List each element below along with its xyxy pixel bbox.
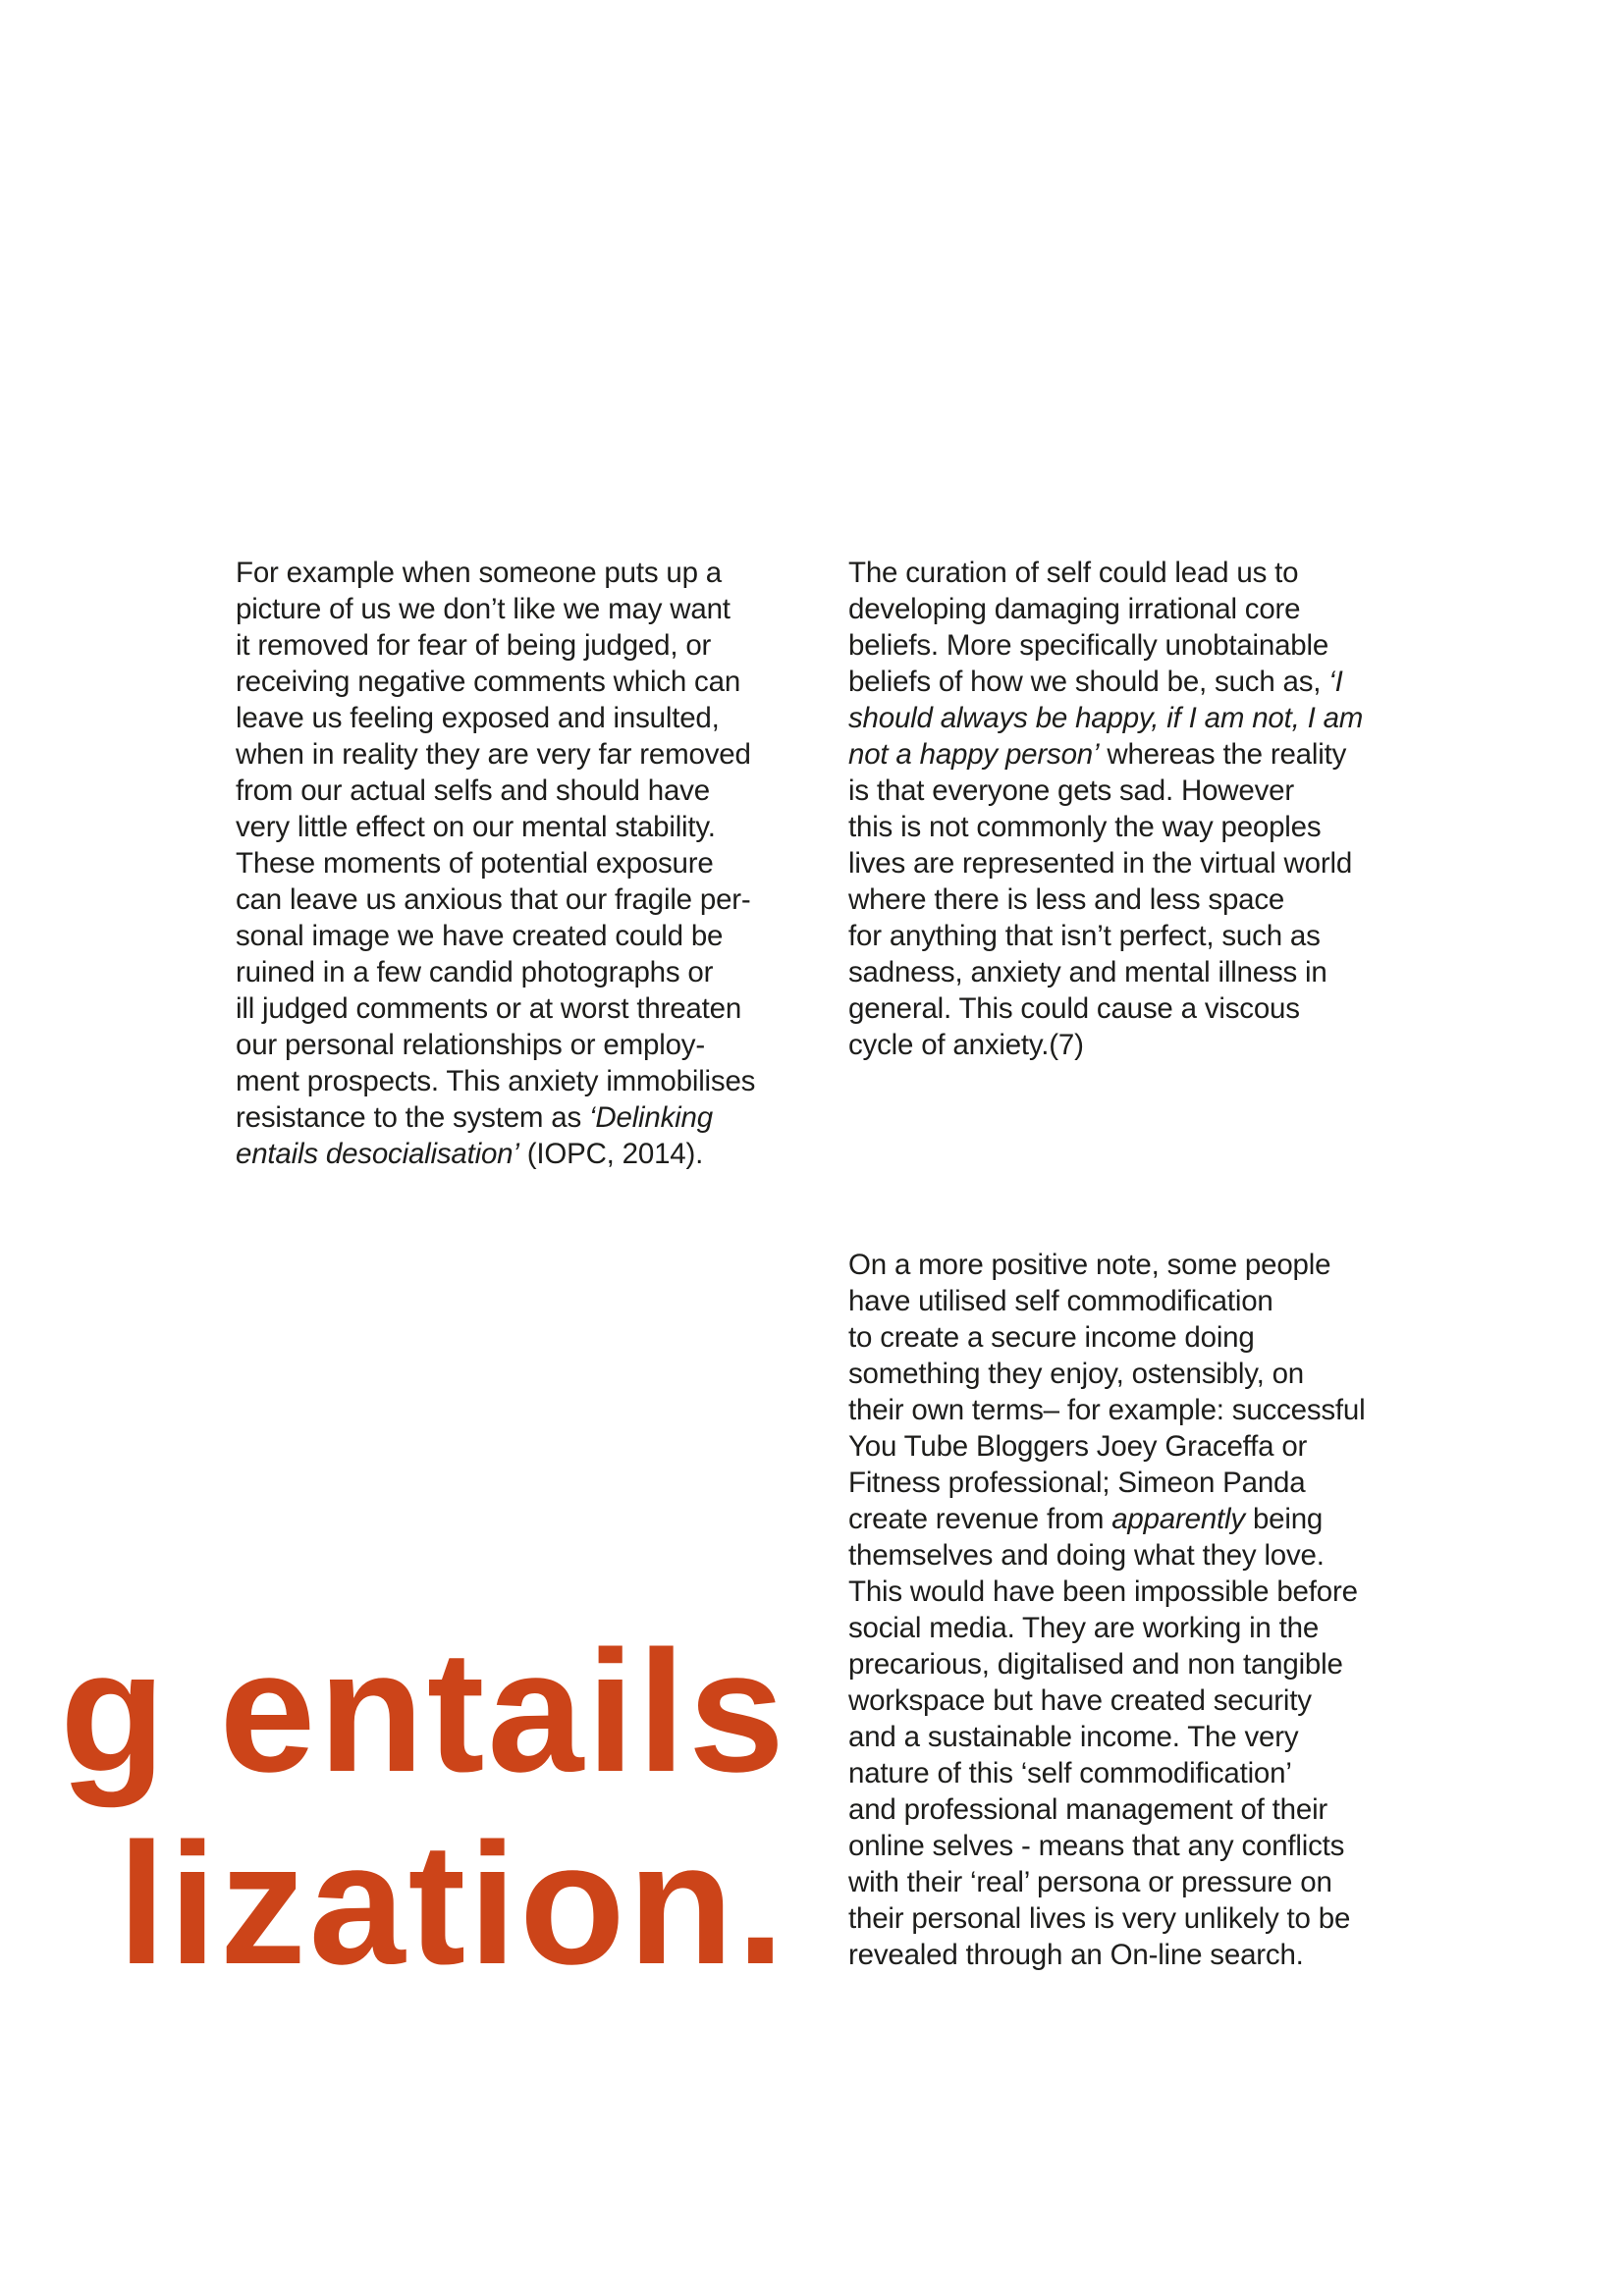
paragraph-positive-note	[848, 1247, 1437, 1973]
quote-italic: should always be happy, if I am not, I am	[848, 702, 1364, 734]
text-line: social media. They are working in the	[848, 1612, 1320, 1644]
text-line: is that everyone gets sad. However	[848, 774, 1294, 807]
text-line: picture of us we don’t like we may want	[236, 593, 731, 625]
text-line: beliefs. More specifically unobtainable	[848, 629, 1329, 662]
text-line: ill judged comments or at worst threaten	[236, 992, 742, 1025]
text-column-right-bottom	[848, 1247, 1437, 1973]
text-line: can leave us anxious that our fragile per-	[236, 883, 751, 916]
text-line: it removed for fear of being judged, or	[236, 629, 712, 662]
text-line	[236, 1136, 825, 1172]
text-line: very little effect on our mental stability.	[236, 811, 716, 843]
text-line: nature of this ‘self commodification’	[848, 1757, 1292, 1789]
text-line: and a sustainable income. The very	[848, 1721, 1299, 1753]
text-line: have utilised self commodification	[848, 1285, 1273, 1317]
text-line: ruined in a few candid photographs or	[236, 956, 714, 988]
text-line: sadness, anxiety and mental illness in	[848, 956, 1327, 988]
quote-italic: entails desocialisation’	[236, 1138, 519, 1170]
text-line: revealed through an On-line search.	[848, 1939, 1304, 1971]
text-line: when in reality they are very far removed	[236, 738, 751, 771]
text-line: from our actual selfs and should have	[236, 774, 710, 807]
text-line	[848, 1501, 1437, 1537]
text-line: themselves and doing what they love.	[848, 1539, 1325, 1572]
citation: (IOPC, 2014).	[518, 1138, 704, 1170]
text-line: for anything that isn’t perfect, such as	[848, 920, 1321, 952]
quote-italic: not a happy person’	[848, 738, 1100, 771]
text-line: their personal lives is very unlikely to be	[848, 1902, 1351, 1935]
pull-quote-line-2: lization.	[117, 1808, 787, 2001]
text-run: create revenue from	[848, 1503, 1112, 1535]
text-run: whereas the reality	[1099, 738, 1347, 771]
text-run: being	[1244, 1503, 1324, 1535]
text-run: resistance to the system as	[236, 1101, 590, 1134]
paragraph-exposure	[236, 555, 825, 1172]
text-line: On a more positive note, some people	[848, 1249, 1331, 1281]
text-line: ment prospects. This anxiety immobilises	[236, 1065, 756, 1097]
text-run: beliefs of how we should be, such as,	[848, 666, 1329, 698]
text-line: their own terms– for example: successful	[848, 1394, 1366, 1426]
text-line: developing damaging irrational core	[848, 593, 1301, 625]
text-line: Fitness professional; Simeon Panda	[848, 1467, 1306, 1499]
text-line: This would have been impossible before	[848, 1575, 1358, 1608]
text-line: These moments of potential exposure	[236, 847, 714, 880]
text-line: our personal relationships or employ-	[236, 1029, 705, 1061]
text-line: You Tube Bloggers Joey Graceffa or	[848, 1430, 1308, 1463]
pull-quote-line-1: g entails	[60, 1616, 787, 1808]
text-line: receiving negative comments which can	[236, 666, 741, 698]
text-line	[848, 736, 1437, 773]
text-line	[848, 664, 1437, 700]
text-line: leave us feeling exposed and insulted,	[236, 702, 720, 734]
text-line: lives are represented in the virtual world	[848, 847, 1353, 880]
quote-italic: ‘Delinking	[589, 1101, 713, 1134]
text-line: For example when someone puts up a	[236, 557, 722, 589]
text-line: and professional management of their	[848, 1793, 1328, 1826]
text-line: to create a secure income doing	[848, 1321, 1255, 1354]
text-line: with their ‘real’ persona or pressure on	[848, 1866, 1332, 1898]
text-column-right-top	[848, 555, 1437, 1063]
text-line: precarious, digitalised and non tangible	[848, 1648, 1343, 1681]
text-line: workspace but have created security	[848, 1684, 1312, 1717]
text-line: where there is less and less space	[848, 883, 1285, 916]
text-line: cycle of anxiety.(7)	[848, 1029, 1084, 1061]
text-line: something they enjoy, ostensibly, on	[848, 1358, 1304, 1390]
text-line: online selves - means that any conflicts	[848, 1830, 1345, 1862]
emphasis-italic: apparently	[1111, 1503, 1245, 1535]
text-line: general. This could cause a viscous	[848, 992, 1300, 1025]
text-line: this is not commonly the way peoples	[848, 811, 1322, 843]
text-line: The curation of self could lead us to	[848, 557, 1299, 589]
text-line	[236, 1099, 825, 1136]
paragraph-curation	[848, 555, 1437, 1063]
quote-italic: ‘I	[1328, 666, 1343, 698]
text-column-left	[236, 555, 825, 1172]
text-line: sonal image we have created could be	[236, 920, 724, 952]
